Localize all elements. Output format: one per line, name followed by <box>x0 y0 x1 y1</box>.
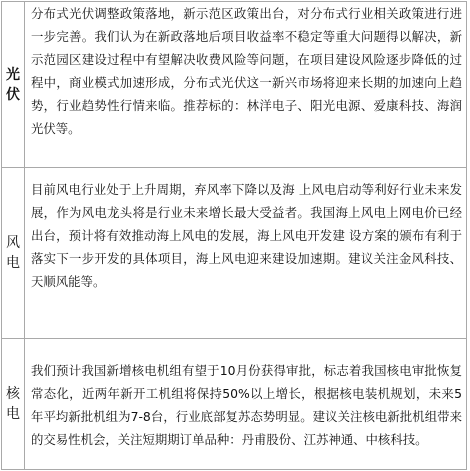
sector-label: 光伏 <box>6 66 20 103</box>
table-row-wind <box>2 168 467 339</box>
sector-label: 风电 <box>6 235 20 271</box>
sector-description: 分布式光伏调整政策落地，新示范区政策出台，对分布式行业相关政策进行进一步完善。我们认为在新政落地后项目收益率不稳定等重大问题得以解决，新示范园区建设过程中有望解决收费风险等问题，在项目建设风险逐步降低的过程中，商业模式加速形成，分布式光伏这一新兴市场将迎来长期的加速向上趋势，行业趋势性行情来临。推荐标的：林洋电子、阳光电源、爱康科技、海润光伏等。 <box>31 6 462 136</box>
sector-description-cell <box>25 168 467 339</box>
sector-label: 核电 <box>6 386 20 422</box>
sector-description-cell <box>25 339 467 470</box>
table-row-nuclear <box>2 339 467 470</box>
sector-label-cell <box>2 2 25 168</box>
sector-description-cell <box>25 2 467 168</box>
table-row-solar <box>2 2 467 168</box>
sector-label-cell <box>2 168 25 339</box>
sector-description: 我们预计我国新增核电机组有望于10月份获得审批，标志着我国核电审批恢复常态化，近两年新开工机组将保持50%以上增长，根据核电装机规划，未来5年平均新批机组为7-8台，行业底部复苏态势明显。建议关注核电新批机组带来的交易性机会，关注短期期订单品种：丹甫股份、江苏神通、中核科技。 <box>31 363 462 447</box>
sector-description: 目前风电行业处于上升周期，弃风率下降以及海 上风电启动等利好行业未来发展，作为风电龙头将是行业未来增长最大受益者。我国海上风电上网电价已经出台，预计将有效推动海上风电的发展，海上风电开发建 设方案的颁布有利于落实下一步开发的具体项目，海上风电迎来建设加速期。建议关注金风科技、天顺风能等。 <box>31 182 462 289</box>
sector-label-cell <box>2 339 25 470</box>
sector-table <box>1 1 467 470</box>
